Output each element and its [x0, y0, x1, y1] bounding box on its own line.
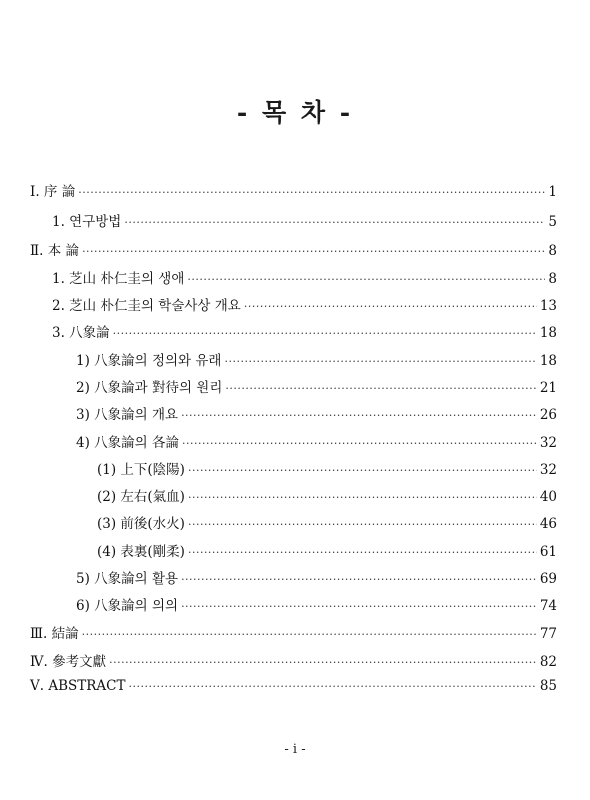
toc-entry[interactable]: [52, 210, 557, 232]
leader-dots: [109, 656, 537, 669]
leader-dots: [224, 355, 536, 368]
toc-entry-label: Ⅴ. ABSTRACT: [30, 678, 126, 694]
leader-dots: [78, 186, 545, 199]
page-number-footer: - i -: [284, 742, 306, 757]
toc-entry-label: 4) 八象論의 各論: [76, 435, 179, 451]
leader-dots: [225, 382, 536, 395]
toc-entry-page: 61: [539, 544, 557, 560]
toc-entry-label: 5) 八象論의 활용: [76, 571, 179, 587]
toc-entry[interactable]: [76, 567, 557, 589]
toc-entry-page: 8: [548, 243, 557, 259]
toc-entry[interactable]: [30, 650, 557, 672]
toc-entry-page: 8: [548, 271, 557, 287]
toc-entry-label: Ⅰ. 序 論: [30, 184, 76, 200]
leader-dots: [188, 546, 537, 559]
toc-entry-page: 21: [539, 380, 557, 396]
toc-entry-page: 32: [539, 462, 557, 478]
leader-dots: [181, 600, 537, 613]
toc-entry-label: (4) 表裏(剛柔): [97, 544, 185, 560]
toc-entry-label: (2) 左右(氣血): [97, 489, 185, 505]
toc-entry-page: 82: [539, 654, 557, 670]
toc-entry-label: (3) 前後(水火): [97, 516, 185, 532]
toc-entry[interactable]: [76, 403, 557, 425]
leader-dots: [113, 327, 537, 340]
leader-dots: [124, 216, 545, 229]
toc-entry[interactable]: [30, 180, 557, 202]
toc-entry-page: 46: [539, 516, 557, 532]
toc-entry[interactable]: [97, 540, 557, 562]
leader-dots: [244, 300, 537, 313]
toc-entry[interactable]: [76, 431, 557, 453]
toc-entry-page: 18: [539, 325, 557, 341]
leader-dots: [188, 491, 537, 504]
toc-entry[interactable]: [97, 485, 557, 507]
toc-entry-label: 1) 八象論의 정의와 유래: [76, 353, 222, 369]
toc-entry-page: 69: [539, 571, 557, 587]
toc-entry-page: 74: [539, 598, 557, 614]
leader-dots: [181, 573, 537, 586]
toc-entry-label: 2) 八象論과 對待의 원리: [76, 380, 223, 396]
toc-entry[interactable]: [76, 594, 557, 616]
toc-entry-label: 1. 연구방법: [52, 214, 122, 230]
toc-entry-label: Ⅳ. 參考文獻: [30, 654, 107, 670]
toc-entry[interactable]: [97, 512, 557, 534]
toc-entry-label: 3. 八象論: [52, 325, 110, 341]
leader-dots: [187, 273, 545, 286]
toc-entry[interactable]: [97, 458, 557, 480]
toc-entry-label: Ⅱ. 本 論: [30, 243, 80, 259]
leader-dots: [82, 628, 537, 641]
page-title: - 목 차 -: [236, 98, 354, 127]
toc-entry-page: 18: [539, 353, 557, 369]
toc-entry[interactable]: [76, 349, 557, 371]
toc-entry-label: 3) 八象論의 개요: [76, 407, 179, 423]
leader-dots: [188, 464, 537, 477]
toc-entry-page: 26: [539, 407, 557, 423]
toc-entry-page: 13: [539, 298, 557, 314]
toc-entry-page: 40: [539, 489, 557, 505]
toc-entry-page: 32: [539, 435, 557, 451]
toc-entry[interactable]: [52, 321, 557, 343]
toc-entry[interactable]: [30, 678, 557, 700]
leader-dots: [129, 680, 537, 693]
toc-entry[interactable]: [30, 622, 557, 644]
toc-entry[interactable]: [52, 267, 557, 289]
leader-dots: [188, 518, 537, 531]
toc-entry-label: 1. 芝山 朴仁圭의 생애: [52, 271, 185, 287]
toc-entry-label: 6) 八象論의 의의: [76, 598, 179, 614]
toc-entry-page: 1: [548, 184, 557, 200]
toc-entry[interactable]: [30, 239, 557, 261]
toc-entry[interactable]: [76, 376, 557, 398]
toc-entry[interactable]: [52, 294, 557, 316]
toc-entry-page: 85: [539, 678, 557, 694]
toc-entry-page: 5: [548, 214, 557, 230]
toc-entry-label: Ⅲ. 結論: [30, 626, 79, 642]
leader-dots: [82, 245, 545, 258]
toc-entry-page: 77: [539, 626, 557, 642]
toc-entry-label: 2. 芝山 朴仁圭의 학술사상 개요: [52, 298, 241, 314]
toc-entry-label: (1) 上下(陰陽): [97, 462, 185, 478]
leader-dots: [181, 409, 537, 422]
leader-dots: [182, 437, 537, 450]
